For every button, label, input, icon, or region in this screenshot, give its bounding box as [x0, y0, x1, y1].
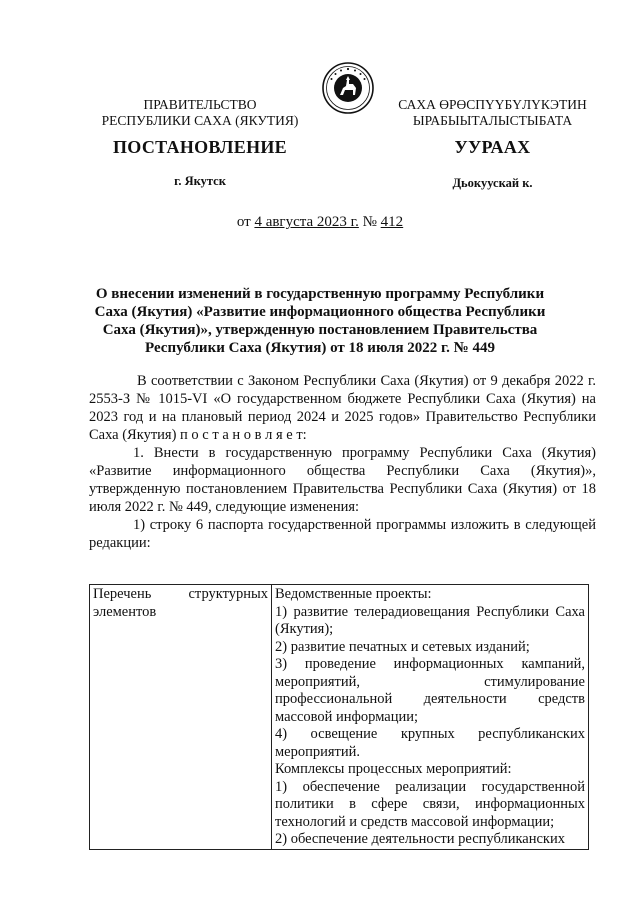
table-row — [90, 585, 589, 850]
title-line: О внесении изменений в государственную программу Республики — [95, 286, 545, 302]
title-line: Саха (Якутия)», утвержденную постановлением Правительства — [102, 322, 538, 338]
doc-type-left: ПОСТАНОВЛЕНИЕ — [113, 137, 287, 157]
body-paragraph-3: 1) строку 6 паспорта государственной программы изложить в следующей редакции: — [89, 517, 596, 551]
header-right-line1: САХА ӨРӨСПҮҮБҮЛҮКЭТИН — [398, 97, 587, 112]
body-paragraph-1: В соответствии с Законом Республики Саха (Якутия) от 9 декабря 2022 г. 2553-З № 1015-VI «О государственном бюджете Республики Саха (Якутия) на 2023 год и на плановый период 2024 и 2025 годов» Правительство Республики Саха (Якутия) п о с т а н о в л я е т: — [89, 373, 596, 443]
header-right-block — [385, 97, 600, 129]
table-line: Ведомственные проекты: — [275, 586, 432, 602]
title-line: Республики Саха (Якутия) от 18 июля 2022 г. № 449 — [144, 340, 496, 356]
document-date: 4 августа 2023 г. — [254, 214, 359, 230]
doc-type-right: УУРААХ — [454, 137, 531, 157]
table-line: Комплексы процессных мероприятий: — [275, 761, 512, 777]
document-number: 412 — [380, 214, 404, 230]
title-line: Саха (Якутия) «Развитие информационного общества Республики — [94, 304, 546, 320]
number-sign: № — [362, 214, 377, 230]
header-right-line2: ЫРАБЫЫТАЛЫСТЫБАТА — [412, 113, 573, 128]
table-line: 4) освещение крупных республиканских мероприятий. — [275, 726, 585, 760]
document-body — [89, 372, 596, 552]
header-left-line1: ПРАВИТЕЛЬСТВО — [143, 97, 257, 112]
table-cell-content — [272, 585, 589, 850]
place-left: г. Якутск — [174, 174, 226, 188]
table-line: 2) развитие печатных и сетевых изданий; — [275, 638, 530, 655]
table-cell-label: Перечень структурных элементов — [90, 585, 272, 850]
document-title — [80, 285, 560, 357]
table-line: 3) проведение информационных кампаний, мероприятий, стимулирование профессиональной деятельности средств массовой информации; — [275, 656, 585, 725]
date-number-line — [0, 214, 640, 231]
body-paragraph-2: 1. Внести в государственную программу Республики Саха (Якутия) «Развитие информационного общества Республики Саха (Якутия)», утвержденную постановлением Правительства Республики Саха (Якутия) от 18 июля 2022 г. № 449, следующие изменения: — [89, 445, 596, 515]
table-line: 1) обеспечение реализации государственной политики в сфере связи, информационных технологий и средств массовой информации; — [275, 778, 585, 830]
place-right: Дьокуускай к. — [452, 176, 533, 190]
coat-of-arms-emblem-icon — [322, 62, 374, 119]
passport-table — [89, 584, 589, 850]
header-left-block — [95, 97, 305, 129]
table-line: 2) обеспечение деятельности республиканских — [275, 831, 565, 847]
header-left-line2: РЕСПУБЛИКИ САХА (ЯКУТИЯ) — [101, 113, 299, 128]
date-prefix: от — [236, 214, 251, 230]
table-line: 1) развитие телерадиовещания Республики Саха (Якутия); — [275, 603, 585, 637]
